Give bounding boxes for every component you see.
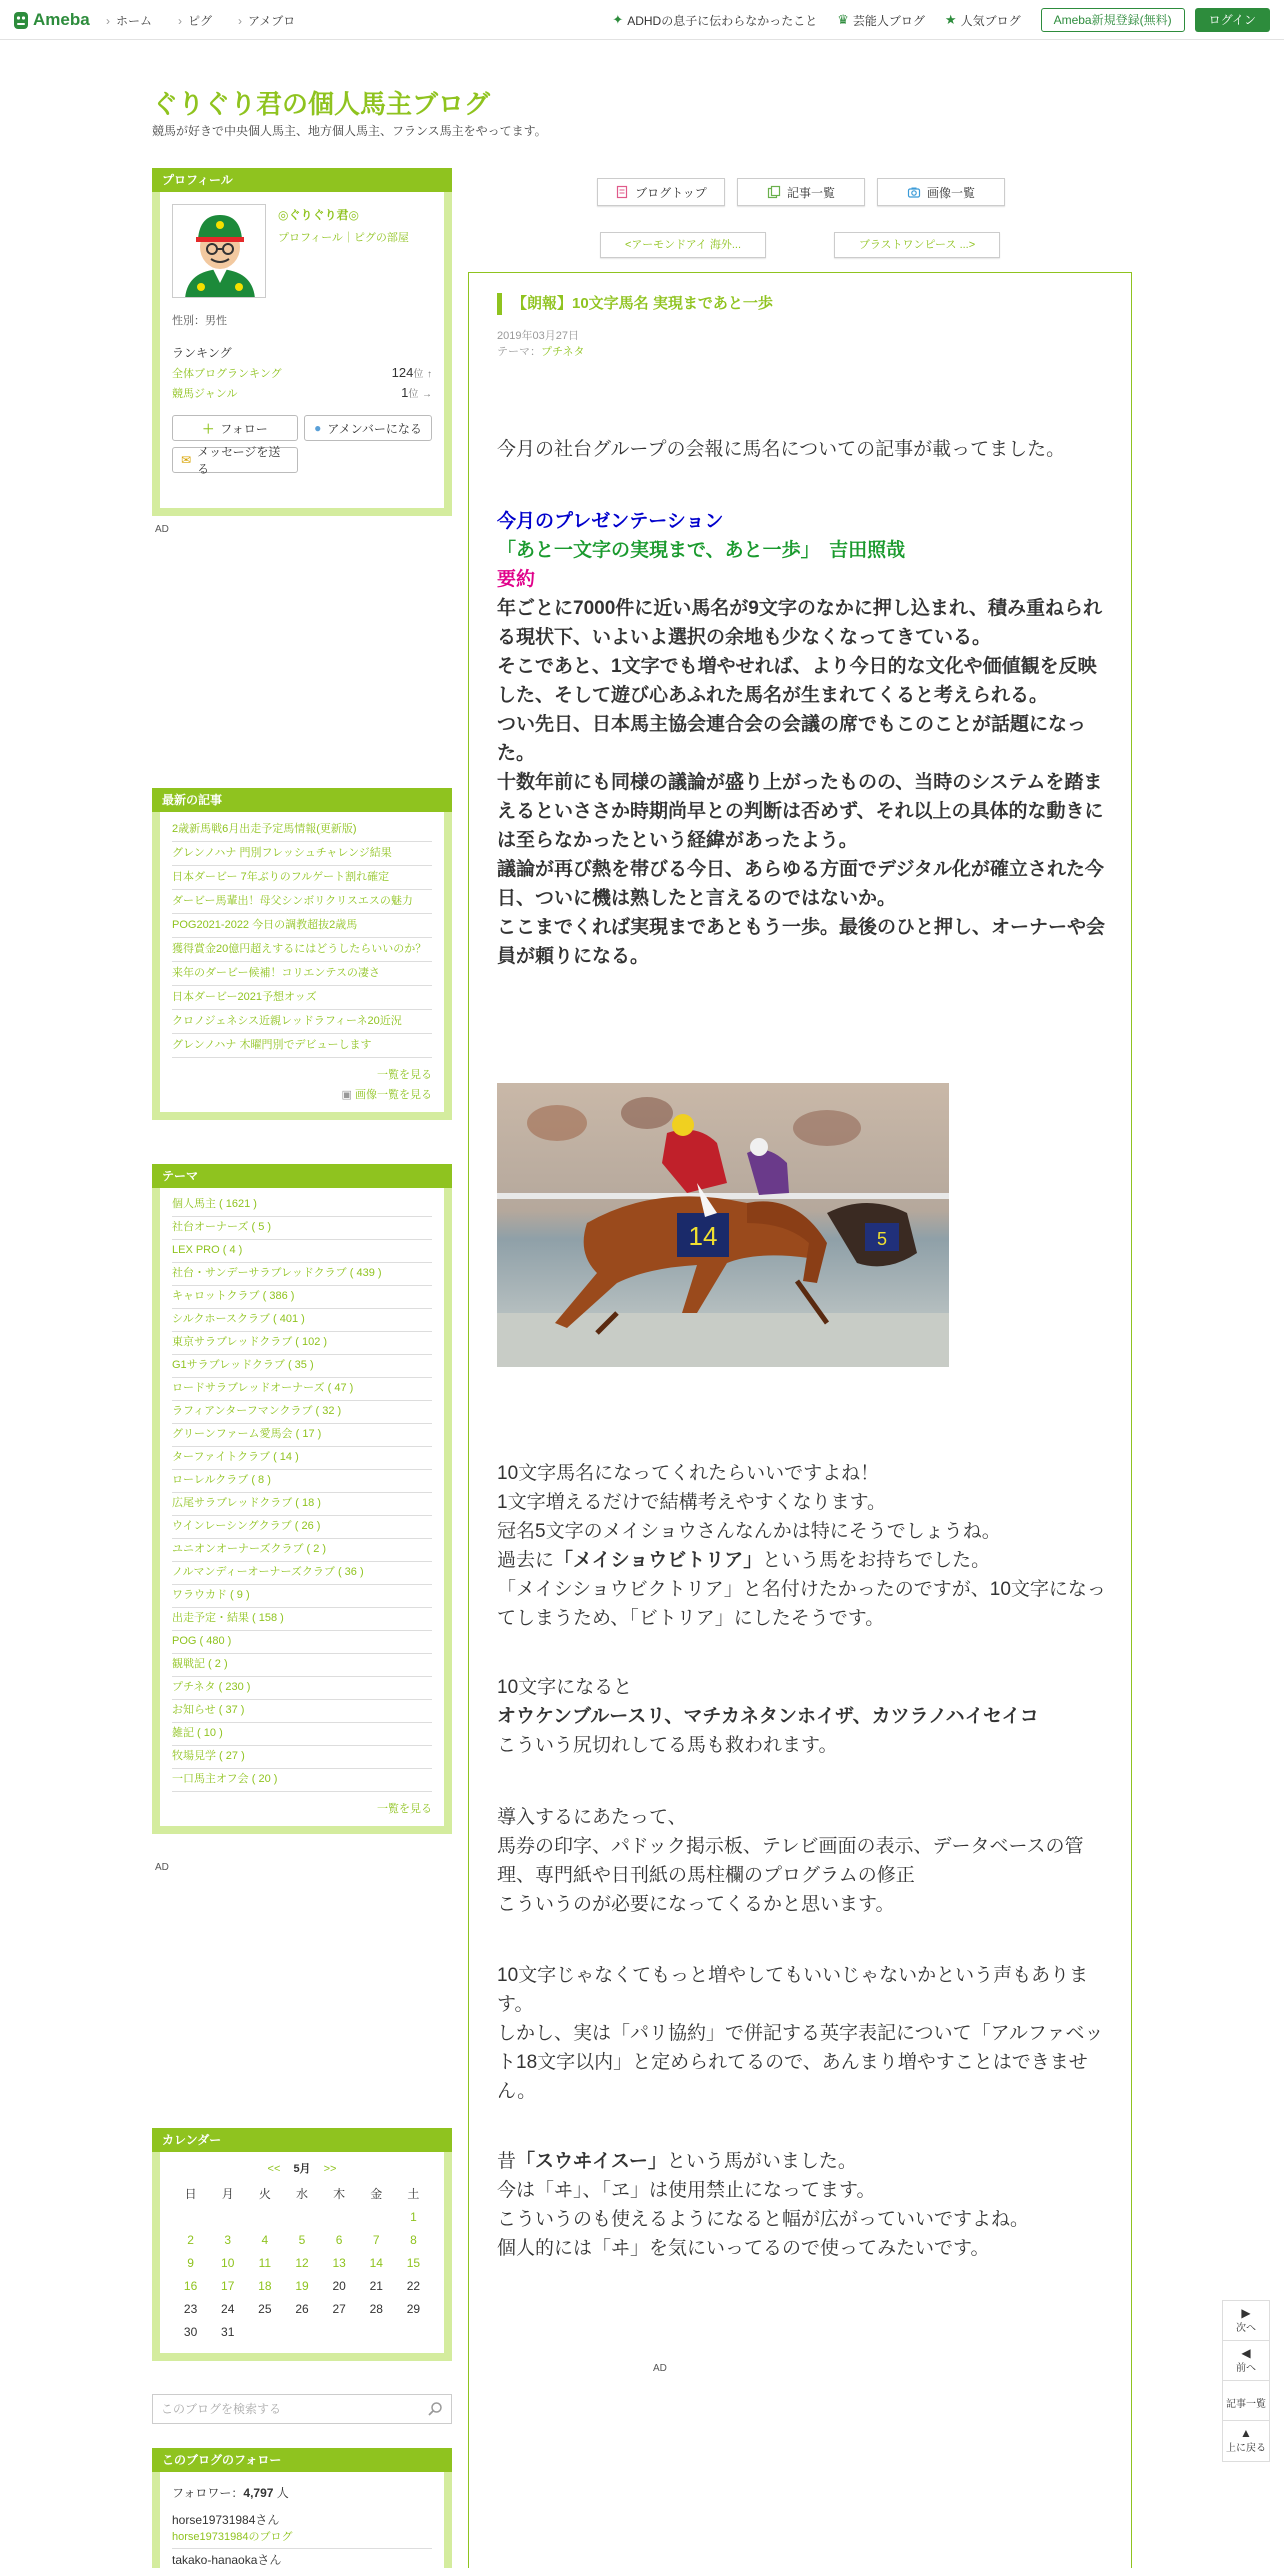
ranking-genre-unit: 位 xyxy=(408,389,419,400)
calendar-day xyxy=(246,2320,283,2343)
global-right-links xyxy=(612,8,1270,32)
ameba-logo-text: Ameba xyxy=(33,10,90,29)
paragraph-line: 馬券の印字、パドック掲示板、テレビ画面の表示、データベースの管理、専門紙や日刊紙の馬柱欄のプログラムの修正 xyxy=(497,1836,1084,1886)
calendar-day[interactable]: 5 xyxy=(298,2232,306,2247)
theme-link[interactable]: 牧場見学 ( 27 ) xyxy=(172,1746,432,1769)
calendar-day xyxy=(321,2320,358,2343)
recent-article-link[interactable]: ダービー馬輩出！母父シンボリクリスエスの魅力 xyxy=(172,890,432,914)
follower-count xyxy=(172,2484,432,2501)
paragraph-line: こういうのも使えるようになると幅が広がっていいですよね。 xyxy=(497,2209,1030,2230)
article-intro: 今月の社台グループの会報に馬名についての記事が載ってました。 xyxy=(497,439,1066,460)
calendar-weekday: 水 xyxy=(295,2187,308,2201)
amember-button-label: アメンバーになる xyxy=(327,421,422,436)
paragraph-line: 個人的には「ヰ」を気にいってるので使ってみたいです。 xyxy=(497,2238,990,2259)
amember-icon: ● xyxy=(314,421,322,435)
summary-paragraph: つい先日、日本馬主協会連合会の会議の席でもこのことが話題になった。 xyxy=(497,714,1087,764)
paragraph-line: 冠名5文字のメイショウさんなんかは特にそうでしょうね。 xyxy=(497,1521,1001,1542)
blog-top-button-label: ブログトップ xyxy=(635,185,707,200)
plus-icon: ＋ xyxy=(202,421,215,436)
calendar-day: 25 xyxy=(258,2301,272,2316)
next-arrow-icon: ▶ xyxy=(1241,2306,1251,2320)
article-paragraph-1 xyxy=(497,1459,1109,1633)
theme-link[interactable]: 観戦記 ( 2 ) xyxy=(172,1654,432,1677)
link-adhd-blog-label: ADHDの息子に伝わらなかったこと xyxy=(627,13,818,28)
calendar-day: 29 xyxy=(406,2301,421,2316)
svg-text:5: 5 xyxy=(876,1229,888,1249)
follow-button-label: フォロー xyxy=(220,421,268,436)
blog-title[interactable]: ぐりぐり君の個人馬主ブログ xyxy=(152,89,491,119)
follow-button[interactable] xyxy=(172,415,298,441)
recent-article-link[interactable]: クロノジェネシス近親レッドラフィーネ20近況 xyxy=(172,1010,432,1034)
follower-blog-link[interactable]: horse19731984のブログ xyxy=(172,2531,293,2543)
follower-name: takako-hanaokaさん xyxy=(172,2553,282,2567)
follower-item[interactable] xyxy=(172,2511,432,2549)
paragraph-line: 10文字になると xyxy=(497,1677,633,1698)
paragraph-line: こういうのが必要になってくるかと思います。 xyxy=(497,1894,895,1915)
calendar-days xyxy=(172,2205,432,2343)
text-fragment: という馬がいました。 xyxy=(666,2151,857,2172)
calendar-weekday: 日 xyxy=(184,2187,197,2201)
theme-link[interactable]: ローレルクラブ ( 8 ) xyxy=(172,1470,432,1493)
calendar-day: 21 xyxy=(369,2278,383,2293)
recent-article-link[interactable]: 日本ダービー 7年ぶりのフルゲート割れ確定 xyxy=(172,866,432,890)
calendar-day[interactable]: 10 xyxy=(221,2255,235,2270)
follower-count-value: 4,797 xyxy=(243,2486,274,2500)
text-fragment: 過去に xyxy=(497,1550,555,1571)
article-list-button[interactable] xyxy=(737,178,865,206)
calendar-day[interactable]: 15 xyxy=(406,2255,421,2270)
ranking-all xyxy=(172,365,432,381)
horse-names-highlight: オウケンブルースリ、マチカネタンホイザ、カツラノハイセイコ xyxy=(497,1706,1039,1727)
ranking-flat-icon: → xyxy=(422,389,432,400)
profile-gender: 性別：男性 xyxy=(172,315,227,327)
summary-paragraph: 年ごとに7000件に近い馬名が9文字のなかに押し込まれ、積み重ねられる現状下、いよいよ選択の余地も少なくなってきている。 xyxy=(497,598,1102,648)
calendar-weekday: 木 xyxy=(333,2187,346,2201)
ad-label-2: AD xyxy=(155,1862,169,1873)
theme-link[interactable]: ノルマンディーオーナーズクラブ ( 36 ) xyxy=(172,1562,432,1585)
paragraph-line: こういう尻切れしてる馬も救われます。 xyxy=(497,1735,838,1756)
calendar-weekday: 月 xyxy=(221,2187,234,2201)
paragraph-line: 10文字馬名になってくれたらいいですよね！ xyxy=(497,1463,880,1484)
theme-link[interactable]: シルクホースクラブ ( 401 ) xyxy=(172,1309,432,1332)
pages-icon xyxy=(767,185,781,199)
sparkle-icon: ✦ xyxy=(612,12,624,27)
login-button[interactable]: ログイン xyxy=(1195,8,1270,32)
calendar-day[interactable]: 1 xyxy=(410,2209,417,2224)
followers-widget xyxy=(152,2448,452,2568)
theme-link[interactable]: 広尾サラブレッドクラブ ( 18 ) xyxy=(172,1493,432,1516)
calendar-day xyxy=(246,2205,283,2228)
calendar-weekday: 土 xyxy=(407,2187,420,2201)
message-button-label: メッセージを送る xyxy=(197,445,281,476)
themes-widget xyxy=(152,1164,452,1834)
jockey-avatar-icon xyxy=(173,205,266,298)
calendar-day: 28 xyxy=(369,2301,383,2316)
profile-widget-header: プロフィール xyxy=(152,168,452,192)
calendar-nav xyxy=(172,2160,432,2176)
recent-article-link[interactable]: 獲得賞金20億円超えするにはどうしたらいいのか？ xyxy=(172,938,432,962)
summary-label: 要約 xyxy=(497,569,536,590)
prev-article-label: 前へ xyxy=(1236,2363,1256,2374)
calendar-day[interactable]: 16 xyxy=(183,2278,198,2293)
avatar[interactable] xyxy=(172,204,266,298)
calendar-day[interactable]: 4 xyxy=(261,2232,269,2247)
article xyxy=(468,272,1132,2568)
floating-nav xyxy=(1222,2300,1270,2462)
article-paragraph-5 xyxy=(497,2147,1109,2263)
article-theme-link[interactable]: プチネタ xyxy=(541,346,585,358)
calendar-prev-button[interactable]: << xyxy=(267,2163,281,2175)
calendar-table xyxy=(172,2182,432,2343)
calendar-day[interactable]: 11 xyxy=(258,2255,272,2270)
themes-more-link[interactable]: 一覧を見る xyxy=(377,1803,432,1815)
article-list-float-button[interactable]: 記事一覧 xyxy=(1223,2381,1269,2421)
calendar-day[interactable]: 18 xyxy=(258,2278,272,2293)
calendar-day[interactable]: 17 xyxy=(221,2278,235,2293)
theme-link[interactable]: ロードサラブレッドオーナーズ ( 47 ) xyxy=(172,1378,432,1401)
recent-articles-list xyxy=(172,818,432,1058)
calendar-next-button[interactable]: >> xyxy=(323,2163,337,2175)
calendar-day xyxy=(283,2320,320,2343)
ranking-genre-label[interactable]: 競馬ジャンル xyxy=(172,388,238,400)
calendar-day: 23 xyxy=(183,2301,198,2316)
theme-link[interactable]: ワラウカド ( 9 ) xyxy=(172,1585,432,1608)
recent-article-link[interactable]: 2歳新馬戦6月出走予定馬情報(更新版) xyxy=(172,818,432,842)
calendar-day xyxy=(358,2320,395,2343)
nav-ameblo[interactable]: › アメブロ xyxy=(238,12,295,29)
paragraph-line xyxy=(497,1546,1109,1575)
recent-articles-widget xyxy=(152,788,452,1120)
calendar-day[interactable]: 6 xyxy=(335,2232,343,2247)
paragraph-line: 10文字じゃなくてもっと増やしてもいいじゃないかという声もあります。 xyxy=(497,1965,1089,2015)
recent-article-link[interactable]: POG2021-2022 今日の調教超抜2歳馬 xyxy=(172,914,432,938)
calendar-week xyxy=(172,2205,432,2228)
profile-name[interactable]: ◎ぐりぐり君◎ xyxy=(278,208,359,222)
ranking-all-unit: 位 xyxy=(413,369,424,380)
theme-link[interactable]: LEX PRO ( 4 ) xyxy=(172,1240,432,1263)
article-list-button-label: 記事一覧 xyxy=(786,185,835,200)
svg-text:14: 14 xyxy=(688,1221,718,1251)
theme-link[interactable]: ウインレーシングクラブ ( 26 ) xyxy=(172,1516,432,1539)
recent-article-link[interactable]: グレンノハナ 木曜門別でデビューします xyxy=(172,1034,432,1058)
profile-widget xyxy=(152,168,452,516)
article-photo[interactable] xyxy=(497,1083,949,1367)
article-paragraph-2 xyxy=(497,1673,1109,1760)
ranking-up-icon: ↑ xyxy=(427,369,432,380)
summary-paragraph: 議論が再び熱を帯びる今日、あらゆる方面でデジタル化が確立された今日、ついに機は熟したと言えるのではないか。 xyxy=(497,859,1104,909)
calendar-week xyxy=(172,2251,432,2274)
calendar-day xyxy=(358,2205,395,2228)
calendar-day[interactable]: 8 xyxy=(410,2232,417,2247)
envelope-icon: ✉ xyxy=(181,453,192,467)
summary-paragraph: 十数年前にも同様の議論が盛り上がったものの、当時のシステムを踏まえるといささか時期尚早との判断は否めず、それ以上の具体的な動きには至らなかったという経緯があったよう。 xyxy=(497,772,1104,851)
recent-article-link[interactable]: グレンノハナ 門別フレッシュチャレンジ結果 xyxy=(172,842,432,866)
calendar-day: 22 xyxy=(406,2278,421,2293)
calendar-day[interactable]: 19 xyxy=(295,2278,309,2293)
calendar-day: 27 xyxy=(332,2301,346,2316)
calendar-week xyxy=(172,2297,432,2320)
summary-paragraph: そこであと、1文字でも増やせれば、より今日的な文化や価値観を反映した、そして遊び心あふれた馬名が生まれてくると考えられる。 xyxy=(497,656,1097,706)
theme-link[interactable]: POG ( 480 ) xyxy=(172,1631,432,1654)
calendar-day xyxy=(209,2205,246,2228)
text-fragment: という馬をお持ちでした。 xyxy=(762,1550,991,1571)
follower-count-label: フォロワー： xyxy=(172,2486,244,2500)
profile-links[interactable]: プロフィール｜ピグの部屋 xyxy=(278,232,409,244)
link-celebrity-blog-label: 芸能人ブログ xyxy=(852,13,925,28)
ranking-heading: ランキング xyxy=(172,346,232,360)
calendar-day: 26 xyxy=(295,2301,309,2316)
global-nav xyxy=(106,12,295,29)
article-date: 2019年03月27日 xyxy=(497,330,579,342)
calendar-day[interactable]: 9 xyxy=(187,2255,194,2270)
back-to-top-button[interactable] xyxy=(1223,2421,1269,2461)
calendar-day xyxy=(283,2205,320,2228)
calendar-day: 31 xyxy=(221,2324,235,2339)
calendar-week xyxy=(172,2228,432,2251)
paragraph-line: 「メイシショウビクトリア」と名付けたかったのですが、10文字になってしまうため、「ビトリア」にしたそうです。 xyxy=(497,1579,1106,1629)
calendar-day[interactable]: 2 xyxy=(187,2232,194,2247)
ameba-logo[interactable] xyxy=(12,9,90,31)
blog-description: 競馬が好きで中央個人馬主、地方個人馬主、フランス馬主をやってます。 xyxy=(152,124,547,138)
theme-link[interactable]: グリーンファーム愛馬会 ( 17 ) xyxy=(172,1424,432,1447)
recent-article-link[interactable]: 来年のダービー候補！コリエンテスの凄さ xyxy=(172,962,432,986)
horse-name-highlight: 「スウヰイスー」 xyxy=(516,2151,667,2172)
presentation-title: 「あと一文字の実現まで、あと一歩」 吉田照哉 xyxy=(497,540,906,561)
calendar-day: 30 xyxy=(183,2324,198,2339)
global-header xyxy=(0,0,1284,40)
theme-link[interactable]: プチネタ ( 230 ) xyxy=(172,1677,432,1700)
article-theme-label: テーマ： xyxy=(497,346,541,358)
theme-link[interactable]: G1サラブレッドクラブ ( 35 ) xyxy=(172,1355,432,1378)
horse-race-photo xyxy=(497,1083,949,1367)
message-button[interactable] xyxy=(172,445,298,476)
search-placeholder: このブログを検索する xyxy=(161,2402,282,2416)
crown-icon: ♛ xyxy=(837,12,849,27)
calendar-day xyxy=(395,2320,432,2343)
link-popular-blog-label: 人気ブログ xyxy=(960,13,1021,28)
register-button[interactable]: Ameba新規登録(無料) xyxy=(1041,8,1185,32)
ad-label-1: AD xyxy=(155,524,169,535)
theme-link[interactable]: お知らせ ( 37 ) xyxy=(172,1700,432,1723)
back-to-top-label: 上に戻る xyxy=(1226,2443,1266,2454)
calendar-day xyxy=(172,2205,209,2228)
theme-link[interactable]: 東京サラブレッドクラブ ( 102 ) xyxy=(172,1332,432,1355)
theme-link[interactable]: 社台オーナーズ ( 5 ) xyxy=(172,1217,432,1240)
theme-link[interactable]: 個人馬主 ( 1621 ) xyxy=(172,1194,432,1217)
follower-item[interactable] xyxy=(172,2551,432,2568)
calendar-day: 24 xyxy=(221,2301,235,2316)
theme-link[interactable]: キャロットクラブ ( 386 ) xyxy=(172,1286,432,1309)
calendar-month: 5月 xyxy=(293,2163,311,2175)
theme-link[interactable]: 一口馬主オフ会 ( 20 ) xyxy=(172,1769,432,1792)
themes-list xyxy=(172,1194,432,1792)
ad-label-3: AD xyxy=(653,2363,667,2374)
ameba-logo-icon xyxy=(12,9,30,31)
ranking-all-value: 124 xyxy=(391,365,414,380)
ranking-genre xyxy=(172,385,432,401)
theme-link[interactable]: ユニオンオーナーズクラブ ( 2 ) xyxy=(172,1539,432,1562)
calendar-day: 20 xyxy=(332,2278,346,2293)
up-arrow-icon: ▲ xyxy=(1240,2426,1252,2440)
calendar-widget xyxy=(152,2128,452,2361)
recent-images-link[interactable] xyxy=(172,1086,432,1102)
theme-link[interactable]: 社台・サンデーサラブレッドクラブ ( 439 ) xyxy=(172,1263,432,1286)
link-popular-blog[interactable] xyxy=(945,12,1021,29)
document-icon xyxy=(615,185,629,199)
paragraph-line xyxy=(497,2147,1109,2176)
presentation-heading: 今月のプレゼンテーション xyxy=(497,511,724,532)
theme-link[interactable]: ラフィアンターフマンクラブ ( 32 ) xyxy=(172,1401,432,1424)
calendar-header: カレンダー xyxy=(152,2128,452,2152)
recent-article-link[interactable]: 日本ダービー2021予想オッズ xyxy=(172,986,432,1010)
next-article-button[interactable] xyxy=(1223,2301,1269,2341)
paragraph-line: 1文字増えるだけで結構考えやすくなります。 xyxy=(497,1492,887,1513)
paragraph-line: 今は「ヰ」、「ヱ」は使用禁止になってます。 xyxy=(497,2180,876,2201)
recent-more-link[interactable]: 一覧を見る xyxy=(377,1069,432,1081)
article-theme xyxy=(497,343,585,359)
calendar-week xyxy=(172,2274,432,2297)
blog-top-buttons xyxy=(597,178,1005,206)
paragraph-line: しかし、実は「パリ協約」で併記する英字表記について「アルファベット18文字以内」と定められてるので、あんまり増やすことはできません。 xyxy=(497,2023,1104,2102)
calendar-day[interactable]: 12 xyxy=(295,2255,309,2270)
text-fragment: 昔 xyxy=(497,2151,517,2172)
theme-link[interactable]: 出走予定・結果 ( 158 ) xyxy=(172,1608,432,1631)
ranking-all-label[interactable]: 全体ブログランキング xyxy=(172,368,282,380)
article-summary-block xyxy=(497,507,1109,971)
calendar-day[interactable]: 7 xyxy=(372,2232,380,2247)
calendar-week xyxy=(172,2320,432,2343)
next-article-link[interactable]: ブラストワンピース ...> xyxy=(834,232,1000,258)
link-adhd-blog[interactable] xyxy=(612,12,817,29)
star-icon: ★ xyxy=(944,12,957,27)
image-list-button[interactable] xyxy=(877,178,1005,206)
camera-icon xyxy=(907,185,921,199)
calendar-weekday: 金 xyxy=(370,2187,383,2201)
article-paragraph-3 xyxy=(497,1803,1109,1919)
paragraph-line: 導入するにあたって、 xyxy=(497,1807,687,1828)
prev-article-link[interactable]: <アーモンドアイ 海外... xyxy=(600,232,766,258)
next-article-label: 次へ xyxy=(1236,2323,1256,2334)
summary-paragraph: ここまでくれば実現まであともう一歩。最後のひと押し、オーナーや会員が頼りになる。 xyxy=(497,917,1106,967)
ranking-genre-value: 1 xyxy=(401,385,409,400)
theme-link[interactable]: ターファイトクラブ ( 14 ) xyxy=(172,1447,432,1470)
calendar-weekday: 火 xyxy=(258,2187,271,2201)
recent-images-label: 画像一覧を見る xyxy=(355,1089,432,1101)
link-celebrity-blog[interactable] xyxy=(837,12,925,29)
image-list-button-label: 画像一覧 xyxy=(926,185,975,200)
follower-count-unit: 人 xyxy=(273,2486,289,2500)
article-paragraph-4 xyxy=(497,1961,1109,2106)
prev-article-button[interactable] xyxy=(1223,2341,1269,2381)
amember-button[interactable] xyxy=(304,415,432,441)
horse-name-highlight: 「メイショウビトリア」 xyxy=(554,1550,763,1571)
theme-link[interactable]: 雑記 ( 10 ) xyxy=(172,1723,432,1746)
search-icon[interactable] xyxy=(427,2401,443,2417)
calendar-day xyxy=(321,2205,358,2228)
recent-articles-header: 最新の記事 xyxy=(152,788,452,812)
blog-top-button[interactable] xyxy=(597,178,725,206)
themes-header: テーマ xyxy=(152,1164,452,1188)
calendar-day[interactable]: 3 xyxy=(224,2232,232,2247)
image-list-icon: ▣ xyxy=(341,1089,355,1101)
nav-home[interactable]: › ホーム xyxy=(106,12,152,29)
follower-name: horse19731984さん xyxy=(172,2513,280,2527)
calendar-day[interactable]: 14 xyxy=(369,2255,383,2270)
nav-pigg[interactable]: › ピグ xyxy=(178,12,212,29)
followers-header: このブログのフォロー xyxy=(152,2448,452,2472)
calendar-day[interactable]: 13 xyxy=(332,2255,346,2270)
blog-search-input[interactable] xyxy=(152,2394,452,2424)
prev-arrow-icon: ◀ xyxy=(1241,2346,1251,2360)
article-title[interactable]: 【朗報】10文字馬名 実現まであと一歩 xyxy=(497,293,773,315)
